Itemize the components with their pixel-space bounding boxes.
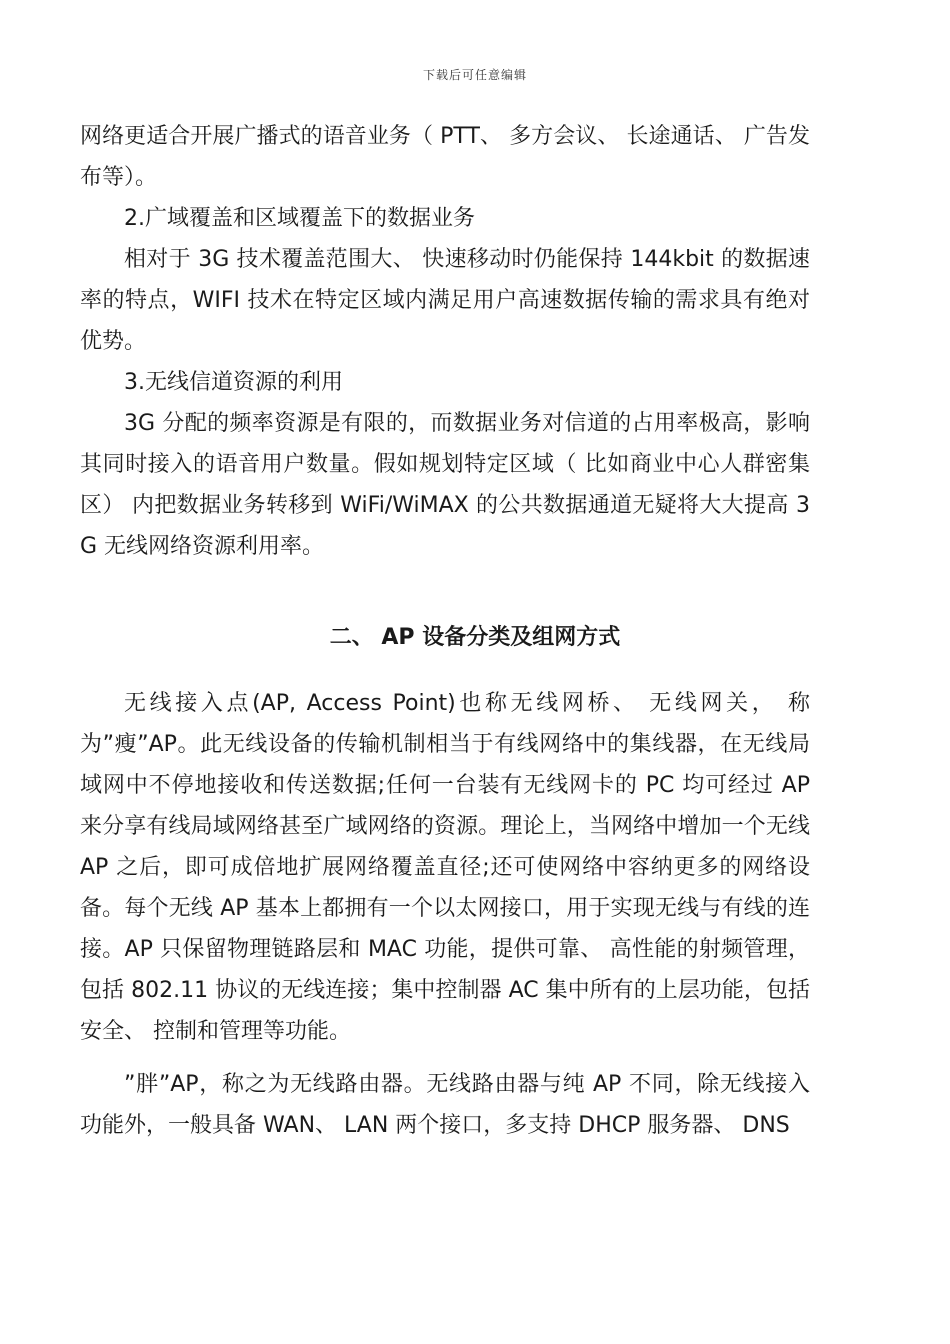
- paragraph-wifi-advantage: 相对于 3G 技术覆盖范围大、 快速移动时仍能保持 144kbit 的数据速率的特点，WIFI 技术在特定区域内满足用户高速数据传输的需求具有绝对优势。: [80, 247, 810, 354]
- section-heading: 二、 AP 设备分类及组网方式: [329, 625, 621, 650]
- section-2-body: [80, 683, 810, 1146]
- subheading-data-services: 2.广域覆盖和区域覆盖下的数据业务: [124, 206, 475, 231]
- section-1-body: [80, 116, 810, 567]
- paragraph-broadcast-services: 网络更适合开展广播式的语音业务（ PTT、 多方会议、 长途通话、 广告发布等）。: [80, 124, 810, 190]
- paragraph-3g-resources: 3G 分配的频率资源是有限的，而数据业务对信道的占用率极高，影响其同时接入的语音用户数量。假如规划特定区域（ 比如商业中心人群密集区） 内把数据业务转移到 WiFi/WiMAX 的公共数据通道无疑将大大提高 3G 无线网络资源利用率。: [80, 411, 810, 559]
- subheading-channel-resources: 3.无线信道资源的利用: [124, 370, 343, 395]
- paragraph-thin-ap: 无线接入点(AP, Access Point)也称无线网桥、 无线网关， 称为”瘦”AP。此无线设备的传输机制相当于有线网络中的集线器，在无线局域网中不停地接收和传送数据;任何一台装有无线网卡的 PC 均可经过 AP 来分享有线局域网络甚至广域网络的资源。理论上，当网络中增加一个无线 AP 之后，即可成倍地扩展网络覆盖直径;还可使网络中容纳更多的网络设备。每个无线 AP 基本上都拥有一个以太网接口，用于实现无线与有线的连接。AP 只保留物理链路层和 MAC 功能，提供可靠、 高性能的射频管理，包括 802.11 协议的无线连接；集中控制器 AC 集中所有的上层功能，包括安全、 控制和管理等功能。: [80, 691, 810, 1044]
- paragraph-fat-ap: ”胖”AP，称之为无线路由器。无线路由器与纯 AP 不同，除无线接入功能外，一般具备 WAN、 LAN 两个接口，多支持 DHCP 服务器、 DNS: [80, 1072, 810, 1138]
- page-header-note: 下载后可任意编辑: [422, 68, 527, 82]
